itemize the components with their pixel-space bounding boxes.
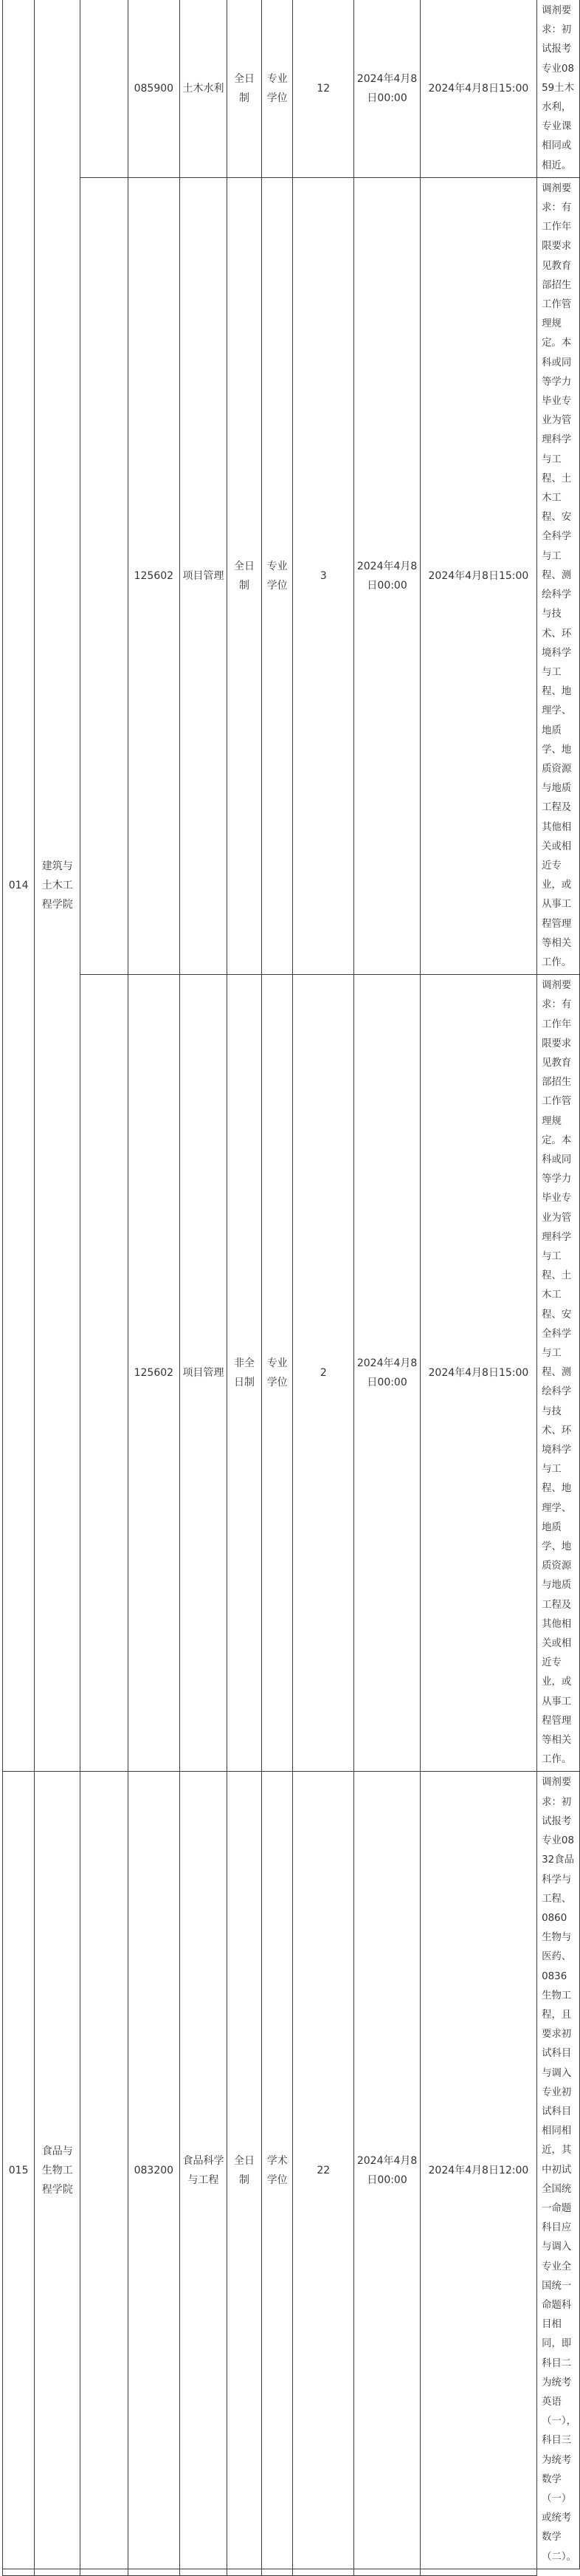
empty-cell xyxy=(420,2569,536,2575)
college-name: 食品与生物工程学院 xyxy=(35,1772,80,2569)
gap-cell xyxy=(80,0,128,177)
table-row xyxy=(3,975,580,1772)
degree-type: 专业学位 xyxy=(262,177,293,974)
study-mode: 全日制 xyxy=(227,1772,261,2569)
major-name: 项目管理 xyxy=(180,975,227,1772)
major-code: 125602 xyxy=(128,177,180,974)
major-code: 125602 xyxy=(128,975,180,1772)
quota: 12 xyxy=(293,0,354,177)
end-time: 2024年4月8日15:00 xyxy=(420,177,536,974)
college-code: 014 xyxy=(3,0,35,1772)
adjustment-table xyxy=(2,0,580,2576)
remark: 调剂要求：初试报考专业0859土木水利，专业课相同或相近。 xyxy=(537,0,580,177)
remark: 调剂要求：初试报考专业0832食品科学与工程、0860生物与医药、0836生物工程，且要求初试科目与调入专业初试科目相同相近，其中初试全国统一命题科目应与调入专业全国统一命题科目相同，即科目二为统考英语（一），科目三为统考数学（一）或统考数学（二）。 xyxy=(537,1772,580,2569)
empty-cell xyxy=(180,2569,227,2575)
table-row-next xyxy=(3,2569,580,2575)
remark: 调剂要求：有工作年限要求见教育部招生工作管理规定。本科或同等学力毕业专业为管理科学与工程、土木工程、安全科学与工程、测绘科学与技术、环境科学与工程、地理学、地质学、地质资源与地质工程及其他相关或相近专业，或从事工程管理等相关工作。 xyxy=(537,975,580,1772)
empty-cell xyxy=(227,2569,261,2575)
major-code: 083200 xyxy=(128,1772,180,2569)
degree-type: 专业学位 xyxy=(262,0,293,177)
table-row xyxy=(3,177,580,974)
degree-type: 学术学位 xyxy=(262,1772,293,2569)
major-name: 土木水利 xyxy=(180,0,227,177)
end-time: 2024年4月8日15:00 xyxy=(420,975,536,1772)
end-time: 2024年4月8日12:00 xyxy=(420,1772,536,2569)
college-name: 建筑与土木工程学院 xyxy=(35,0,80,1772)
end-time: 2024年4月8日15:00 xyxy=(420,0,536,177)
remark: 调剂要求：有工作年限要求见教育部招生工作管理规定。本科或同等学力毕业专业为管理科学与工程、土木工程、安全科学与工程、测绘科学与技术、环境科学与工程、地理学、地质学、地质资源与地质工程及其他相关或相近专业，或从事工程管理等相关工作。 xyxy=(537,177,580,974)
study-mode: 全日制 xyxy=(227,0,261,177)
major-name: 食品科学与工程 xyxy=(180,1772,227,2569)
empty-cell xyxy=(293,2569,354,2575)
gap-cell xyxy=(80,177,128,974)
major-code: 085900 xyxy=(128,0,180,177)
start-time: 2024年4月8日00:00 xyxy=(354,0,420,177)
table-row xyxy=(3,1772,580,2569)
empty-cell xyxy=(262,2569,293,2575)
start-time: 2024年4月8日00:00 xyxy=(354,177,420,974)
empty-cell xyxy=(35,2569,80,2575)
empty-cell xyxy=(80,2569,128,2575)
study-mode: 非全日制 xyxy=(227,975,261,1772)
quota: 2 xyxy=(293,975,354,1772)
college-code: 015 xyxy=(3,1772,35,2569)
degree-type: 专业学位 xyxy=(262,975,293,1772)
major-name: 项目管理 xyxy=(180,177,227,974)
quota: 22 xyxy=(293,1772,354,2569)
empty-cell xyxy=(354,2569,420,2575)
gap-cell xyxy=(80,1772,128,2569)
start-time: 2024年4月8日00:00 xyxy=(354,975,420,1772)
gap-cell xyxy=(80,975,128,1772)
table-row xyxy=(3,0,580,177)
empty-cell xyxy=(3,2569,35,2575)
empty-cell xyxy=(128,2569,180,2575)
start-time: 2024年4月8日00:00 xyxy=(354,1772,420,2569)
quota: 3 xyxy=(293,177,354,974)
study-mode: 全日制 xyxy=(227,177,261,974)
